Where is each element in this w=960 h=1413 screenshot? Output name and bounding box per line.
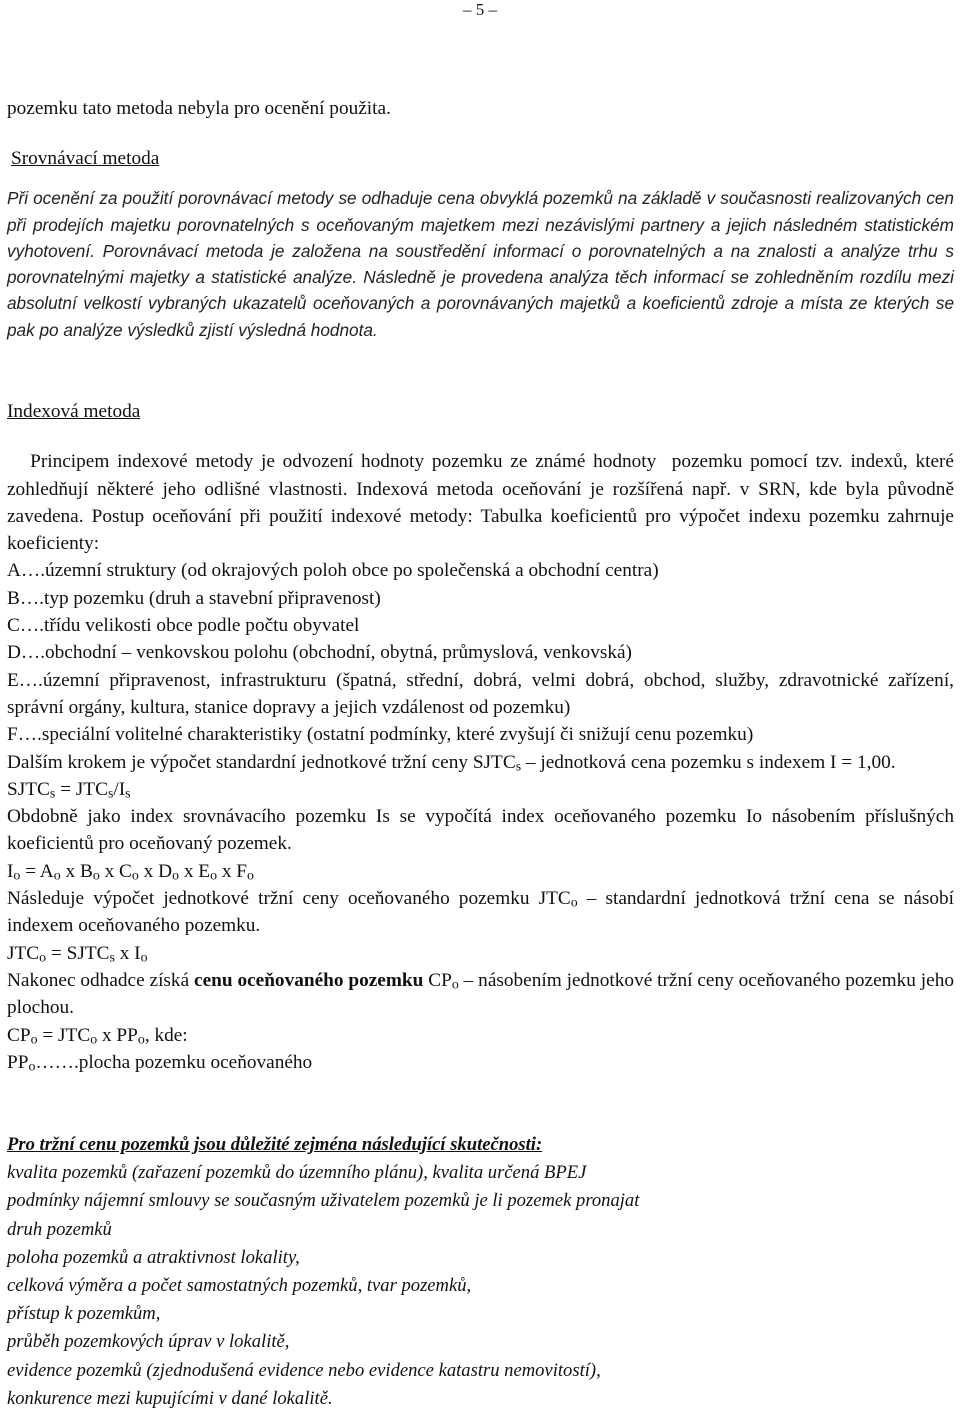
facts-list (7, 1159, 954, 1413)
srovnavaci-heading: Srovnávací metoda (11, 148, 160, 169)
srovnavaci-paragraph: Při ocenění za použití porovnávací metody se odhaduje cena obvyklá pozemků na základě v současnosti realizovaných cen při prodejích majetku porovnatelných s oceňovaným majetkem mezi nezávislými partnery a jejich následném statistickém vyhotovení. Porovnávací metoda je založena na soustředění informací o porovnatelných a na znalosti a analýze trhu s porovnatelnými majetky a statistické analýze. Následně je provedena analýza těch informací se zohledněním rozdílu mezi absolutní velkostí vybraných ukazatelů oceňovaných a porovnávaných majetků a koeficientů zdroje a místa ze kterých se pak po analýze výsledků zjistí výsledná hodnota. (7, 188, 954, 340)
intro-line: pozemku tato metoda nebyla pro ocenění použita. (7, 98, 391, 119)
coefficient-c: C….třídu velikosti obce podle počtu obyvatel (7, 615, 360, 637)
srovnavaci-section (7, 145, 954, 343)
facts-heading: Pro tržní cenu pozemků jsou důležité zejména následující skutečnosti: (7, 1134, 543, 1155)
nakonec-text: Nakonec odhadce získá cenu oceňovaného pozemku $CP_o$ – násobením jednotkové tržní ceny oceňovaného pozemku jeho plochou. (7, 969, 954, 1019)
list-item: konkurence mezi kupujícími v dané lokalitě. (7, 1387, 333, 1409)
pp-definition: $PP_o\dots\dots.plocha$ pozemku oceňovaného (7, 1051, 313, 1075)
facts-section (7, 1131, 954, 1413)
indexova-intro: Principem indexové metody je odvození hodnoty pozemku ze známé hodnoty pozemku pomocí tzv. indexů, které zohledňují některé jeho odlišné vlastnosti. Indexová metoda oceňování je rozšířená např. v SRN, kde byla původně zavedena. Postup oceňování při použití indexové metody: Tabulka koeficientů pro výpočet indexu pozemku zahrnuje koeficienty: (7, 451, 959, 555)
coefficient-d: D….obchodní – venkovskou polohu (obchodní, obytná, průmyslová, venkovská) (7, 642, 632, 664)
indexova-section (7, 398, 959, 1076)
sjtc-formula: $SJTC_s = JTC_s/I_s$ (7, 778, 131, 802)
list-item: přístup k pozemkům, (7, 1303, 161, 1325)
page-number: – 5 – (463, 0, 497, 19)
jtc-text: Následuje výpočet jednotkové tržní ceny oceňovaného pozemku $JTC_o$ – standardní jednotková tržní cena se násobí indexem oceňovaného pozemku. (7, 888, 954, 937)
indexova-heading: Indexová metoda (7, 401, 141, 422)
coefficient-e: E….územní připravenost, infrastrukturu (špatná, střední, dobrá, velmi dobrá, obchod, služby, zdravotnické zařízení, správní orgány, kultura, stanice dopravy a jejich vzdálenost od pozemku) (7, 669, 954, 718)
jtc-formula: $JTC_o$ = $SJTC_s$ x $I_o$ (7, 942, 148, 966)
list-item: evidence pozemků (zjednodušená evidence nebo evidence katastru nemovitostí), (7, 1359, 601, 1381)
cp-formula: $CP_o = JTC_o$ x $PP_o$, kde: (7, 1024, 188, 1048)
coefficient-b: B….typ pozemku (druh a stavební připravenost) (7, 587, 381, 609)
list-item: kvalita pozemků (zařazení pozemků do územního plánu), kvalita určená BPEJ (7, 1162, 587, 1184)
list-item: poloha pozemků a atraktivnost lokality, (7, 1246, 300, 1268)
coefficient-f: F….speciální volitelné charakteristiky (ostatní podmínky, které zvyšují či snižují cenu pozemku) (7, 724, 754, 746)
list-item: průběh pozemkových úprav v lokalitě, (7, 1331, 290, 1353)
coefficient-a: A….územní struktury (od okrajových poloh obce po společenská a obchodní centra) (7, 560, 659, 582)
sjtc-text: Dalším krokem je výpočet standardní jednotkové tržní ceny $SJTC_s$ – jednotková cena pozemku s indexem I = 1,00. (7, 751, 896, 775)
list-item: druh pozemků (7, 1218, 112, 1240)
list-item: celková výměra a počet samostatných pozemků, tvar pozemků, (7, 1275, 472, 1297)
list-item: podmínky nájemní smlouvy se současným uživatelem pozemků je li pozemek pronajat (7, 1190, 640, 1212)
indexova-body (7, 448, 959, 1076)
io-formula: $I_o = A_o$ x $B_o$ x $C_o$ x $D_o$ x $E_o$ x $F_o$ (7, 860, 254, 884)
obdobne-text: Obdobně jako index srovnávacího pozemku Is se vypočítá index oceňovaného pozemku Io násobením příslušných koeficientů pro oceňovaný pozemek. (7, 806, 954, 855)
